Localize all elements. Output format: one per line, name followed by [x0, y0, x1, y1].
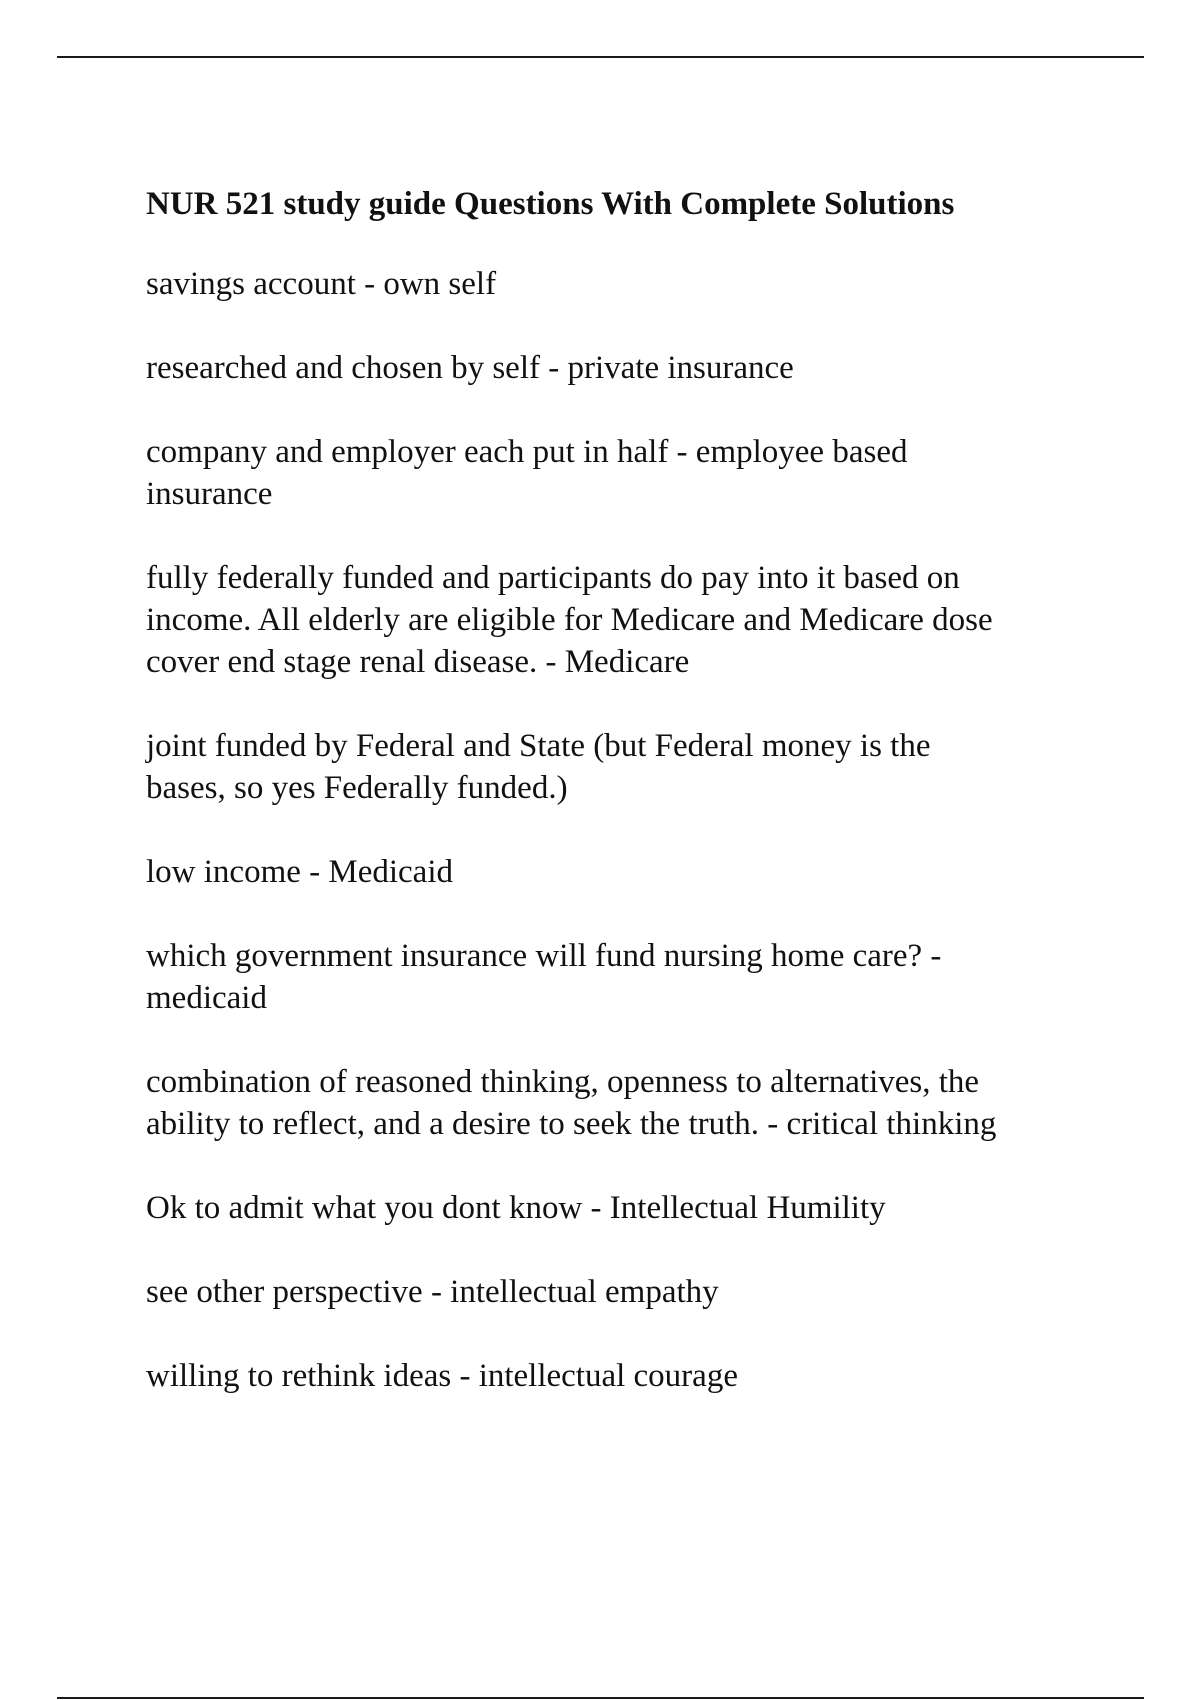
qa-entry: Ok to admit what you dont know - Intellectual Humility [146, 1190, 886, 1226]
document-title: NUR 521 study guide Questions With Complete Solutions [146, 186, 955, 222]
qa-entry: company and employer each put in half - employee based insurance [146, 434, 908, 512]
qa-entry: researched and chosen by self - private insurance [146, 350, 794, 386]
qa-entry: fully federally funded and participants do pay into it based on income. All elderly are eligible for Medicare and Medicare dose cover end stage renal disease. - Medicare [146, 560, 993, 680]
qa-entry: joint funded by Federal and State (but Federal money is the bases, so yes Federally funded.) [146, 728, 931, 806]
header-rule [57, 56, 1144, 58]
document-body [146, 183, 1096, 1439]
qa-entry: which government insurance will fund nursing home care? - medicaid [146, 938, 942, 1016]
footer-rule [57, 1697, 1144, 1699]
qa-entry: savings account - own self [146, 266, 497, 302]
qa-entry: low income - Medicaid [146, 854, 453, 890]
qa-entry: willing to rethink ideas - intellectual courage [146, 1358, 738, 1394]
qa-entry: see other perspective - intellectual empathy [146, 1274, 719, 1310]
qa-entry: combination of reasoned thinking, openness to alternatives, the ability to reflect, and a desire to seek the truth. - critical thinking [146, 1064, 997, 1142]
